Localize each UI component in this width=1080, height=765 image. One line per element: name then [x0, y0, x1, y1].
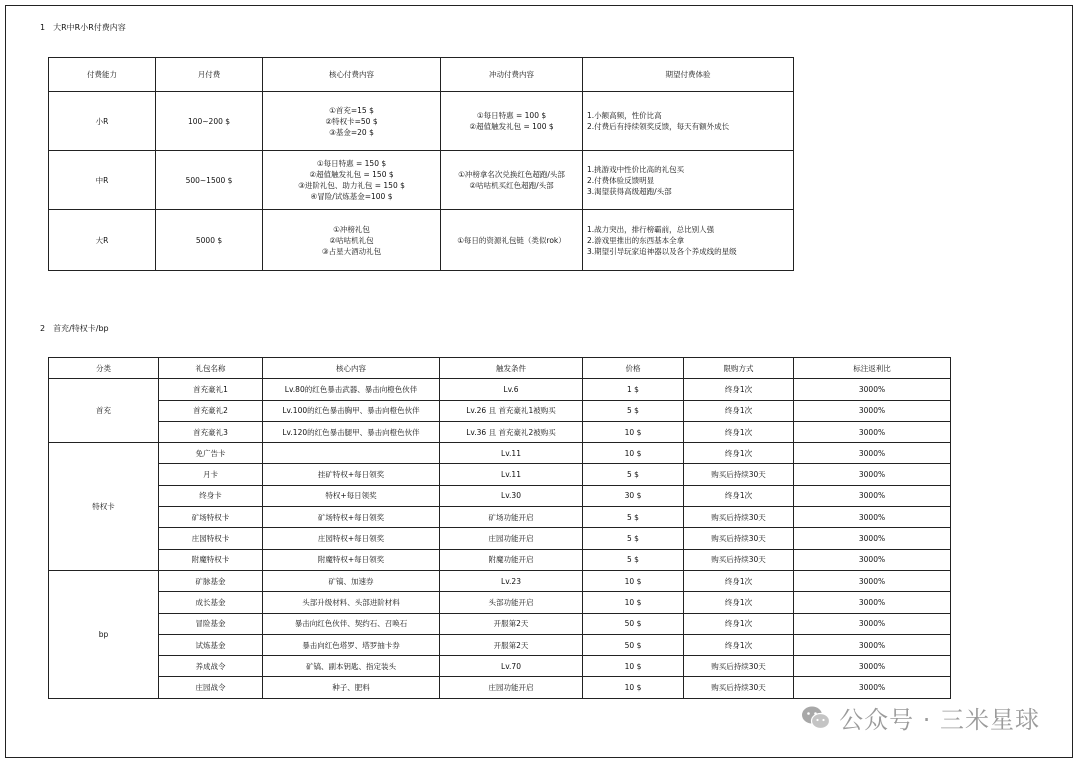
trigger-cell: Lv.70	[440, 656, 583, 677]
section1-title	[40, 22, 126, 33]
package-name-cell: 庄园战令	[159, 677, 263, 698]
core-content-cell: 庄园特权+每日领奖	[263, 528, 440, 549]
table-row	[49, 464, 951, 485]
table-row	[49, 656, 951, 677]
core-line: ①每日特惠 = 150 $	[316, 159, 387, 168]
impulse-line: ①每日特惠 = 100 $	[476, 111, 547, 120]
header-cell: 月付费	[156, 58, 263, 92]
trigger-cell: Lv.6	[440, 379, 583, 400]
header-cell: 付费能力	[49, 58, 156, 92]
core-line: ②特权卡=50 $	[325, 116, 378, 126]
limit-cell: 终身1次	[684, 570, 794, 591]
watermark-logo	[801, 700, 1040, 735]
core-content-cell: 种子、肥料	[263, 677, 440, 698]
limit-cell: 购买后持续30天	[684, 677, 794, 698]
rebate-cell: 3000%	[794, 485, 951, 506]
core-line: ②超值触发礼包 = 150 $	[309, 170, 394, 179]
rebate-cell: 3000%	[794, 656, 951, 677]
expect-cell	[583, 210, 794, 271]
header-cell: 价格	[583, 358, 684, 379]
section2-title	[40, 323, 109, 334]
table-header-row	[49, 358, 951, 379]
trigger-cell: Lv.23	[440, 570, 583, 591]
category-cell: 特权卡	[49, 443, 159, 571]
table-row	[49, 634, 951, 655]
table-row	[49, 485, 951, 506]
limit-cell: 购买后持续30天	[684, 528, 794, 549]
core-content-cell	[263, 151, 441, 210]
trigger-cell: 开服第2天	[440, 613, 583, 634]
table-row	[49, 443, 951, 464]
core-content-cell: 特权+每日领奖	[263, 485, 440, 506]
table-row	[49, 92, 794, 151]
package-name-cell: 终身卡	[159, 485, 263, 506]
core-content-cell	[263, 443, 440, 464]
trigger-cell: 矿场功能开启	[440, 507, 583, 528]
expect-line: 2.游戏里推出的东西基本全拿	[587, 235, 685, 245]
table-row	[49, 400, 951, 421]
expect-line: 3.渴望获得高级超跑/头部	[587, 186, 672, 196]
core-content-cell: 暴击向红色伙伴、契约石、召唤石	[263, 613, 440, 634]
trigger-cell: 庄园功能开启	[440, 528, 583, 549]
package-name-cell: 首充豪礼3	[159, 421, 263, 442]
price-cell: 50 $	[583, 613, 684, 634]
core-content-cell: Lv.120的红色暴击腿甲、暴击向橙色伙伴	[263, 421, 440, 442]
rebate-cell: 3000%	[794, 464, 951, 485]
expect-line: 2.付费后有持续领奖反馈，每天有额外成长	[587, 122, 730, 131]
price-cell: 10 $	[583, 592, 684, 613]
package-name-cell: 首充豪礼1	[159, 379, 263, 400]
core-content-cell: 头部升级材料、头部进阶材料	[263, 592, 440, 613]
monthly-cell: 500~1500 $	[156, 151, 263, 210]
expect-line: 1.战力突出，排行榜霸前，总比别人强	[587, 224, 715, 234]
expect-line: 3.期望引导玩家追神器以及各个养成线的星级	[587, 246, 737, 256]
section1-title-text: 大R中R小R付费内容	[53, 23, 126, 32]
package-table	[48, 357, 951, 699]
rebate-cell: 3000%	[794, 570, 951, 591]
trigger-cell: Lv.11	[440, 443, 583, 464]
trigger-cell: 庄园功能开启	[440, 677, 583, 698]
tier-cell: 中R	[49, 151, 156, 210]
expect-line: 1.小额高频，性价比高	[587, 111, 662, 120]
package-name-cell: 试炼基金	[159, 634, 263, 655]
price-cell: 50 $	[583, 634, 684, 655]
core-content-cell: Lv.100的红色暴击胸甲、暴击向橙色伙伴	[263, 400, 440, 421]
package-name-cell: 矿脉基金	[159, 570, 263, 591]
trigger-cell: Lv.26 且 首充豪礼1被购买	[440, 400, 583, 421]
package-name-cell: 免广告卡	[159, 443, 263, 464]
limit-cell: 终身1次	[684, 592, 794, 613]
header-cell: 核心付费内容	[263, 58, 441, 92]
table-row	[49, 379, 951, 400]
table-row	[49, 507, 951, 528]
price-cell: 5 $	[583, 464, 684, 485]
impulse-content-cell	[441, 92, 583, 151]
core-content-cell	[263, 210, 441, 271]
price-cell: 10 $	[583, 421, 684, 442]
header-cell: 标注返利比	[794, 358, 951, 379]
expect-line: 2.付费体验反馈明显	[587, 175, 655, 185]
header-cell: 礼包名称	[159, 358, 263, 379]
table-row	[49, 613, 951, 634]
package-name-cell: 冒险基金	[159, 613, 263, 634]
core-line: ①冲榜礼包	[333, 224, 370, 234]
watermark-text: 公众号 · 三米星球	[839, 706, 1040, 734]
category-cell: bp	[49, 570, 159, 698]
rebate-cell: 3000%	[794, 549, 951, 570]
core-line: ③基金=20 $	[329, 127, 374, 137]
price-cell: 10 $	[583, 656, 684, 677]
price-cell: 5 $	[583, 549, 684, 570]
core-line: ②咕咕机礼包	[329, 235, 374, 245]
limit-cell: 终身1次	[684, 634, 794, 655]
package-name-cell: 附魔特权卡	[159, 549, 263, 570]
core-line: ③占星大酒动礼包	[321, 246, 382, 256]
limit-cell: 购买后持续30天	[684, 549, 794, 570]
rebate-cell: 3000%	[794, 400, 951, 421]
core-content-cell	[263, 92, 441, 151]
core-content-cell: 暴击向红色塔罗、塔罗抽卡券	[263, 634, 440, 655]
rebate-cell: 3000%	[794, 613, 951, 634]
core-content-cell: 挂矿特权+每日领奖	[263, 464, 440, 485]
tier-cell: 小R	[49, 92, 156, 151]
impulse-content-cell	[441, 210, 583, 271]
trigger-cell: Lv.36 且 首充豪礼2被购买	[440, 421, 583, 442]
table-row	[49, 592, 951, 613]
impulse-content-cell	[441, 151, 583, 210]
rebate-cell: 3000%	[794, 634, 951, 655]
core-line: ④冒险/试炼基金=100 $	[310, 192, 393, 201]
rebate-cell: 3000%	[794, 677, 951, 698]
table-row	[49, 151, 794, 210]
section2-title-text: 首充/特权卡/bp	[53, 324, 109, 333]
core-line: ③进阶礼包、助力礼包 = 150 $	[298, 181, 405, 190]
limit-cell: 购买后持续30天	[684, 656, 794, 677]
price-cell: 5 $	[583, 400, 684, 421]
impulse-line: ②超值触发礼包 = 100 $	[469, 122, 554, 131]
package-name-cell: 庄园特权卡	[159, 528, 263, 549]
limit-cell: 终身1次	[684, 421, 794, 442]
impulse-line: ②咕咕机买红色超跑/头部	[469, 181, 554, 190]
limit-cell: 终身1次	[684, 400, 794, 421]
package-name-cell: 首充豪礼2	[159, 400, 263, 421]
wechat-icon	[801, 705, 831, 731]
header-cell: 分类	[49, 358, 159, 379]
limit-cell: 购买后持续30天	[684, 507, 794, 528]
package-name-cell: 养成战令	[159, 656, 263, 677]
tier-cell: 大R	[49, 210, 156, 271]
impulse-line: ①冲榜拿名次兑换红色超跑/头部	[458, 170, 565, 179]
table-row	[49, 528, 951, 549]
trigger-cell: 开服第2天	[440, 634, 583, 655]
price-cell: 1 $	[583, 379, 684, 400]
package-name-cell: 成长基金	[159, 592, 263, 613]
expect-cell	[583, 151, 794, 210]
expect-cell	[583, 92, 794, 151]
limit-cell: 终身1次	[684, 443, 794, 464]
header-cell: 限购方式	[684, 358, 794, 379]
package-name-cell: 月卡	[159, 464, 263, 485]
trigger-cell: Lv.30	[440, 485, 583, 506]
header-cell: 触发条件	[440, 358, 583, 379]
limit-cell: 终身1次	[684, 379, 794, 400]
table-row	[49, 677, 951, 698]
impulse-line: ①每日的资源礼包链（类似rok）	[457, 235, 566, 245]
rebate-cell: 3000%	[794, 528, 951, 549]
table-row	[49, 421, 951, 442]
core-content-cell: 附魔特权+每日领奖	[263, 549, 440, 570]
payment-tier-table	[48, 57, 794, 271]
price-cell: 5 $	[583, 528, 684, 549]
table-row	[49, 549, 951, 570]
monthly-cell: 100~200 $	[156, 92, 263, 151]
core-content-cell: 矿镐、副本钥匙、指定装头	[263, 656, 440, 677]
table-header-row	[49, 58, 794, 92]
core-content-cell: 矿镐、加速券	[263, 570, 440, 591]
limit-cell: 购买后持续30天	[684, 464, 794, 485]
rebate-cell: 3000%	[794, 592, 951, 613]
rebate-cell: 3000%	[794, 379, 951, 400]
price-cell: 10 $	[583, 443, 684, 464]
monthly-cell: 5000 $	[156, 210, 263, 271]
package-name-cell: 矿场特权卡	[159, 507, 263, 528]
price-cell: 10 $	[583, 570, 684, 591]
price-cell: 30 $	[583, 485, 684, 506]
category-cell: 首充	[49, 379, 159, 443]
limit-cell: 终身1次	[684, 613, 794, 634]
expect-line: 1.挑游戏中性价比高的礼包买	[587, 164, 685, 174]
core-line: ①首充=15 $	[329, 105, 374, 115]
package-table-body	[49, 358, 951, 699]
trigger-cell: 附魔功能开启	[440, 549, 583, 570]
section2-number: 2	[40, 324, 46, 333]
table-row	[49, 570, 951, 591]
price-cell: 10 $	[583, 677, 684, 698]
core-content-cell: Lv.80的红色暴击武器、暴击向橙色伙伴	[263, 379, 440, 400]
core-content-cell: 矿场特权+每日领奖	[263, 507, 440, 528]
rebate-cell: 3000%	[794, 421, 951, 442]
trigger-cell: Lv.11	[440, 464, 583, 485]
header-cell: 期望付费体验	[583, 58, 794, 92]
limit-cell: 终身1次	[684, 485, 794, 506]
rebate-cell: 3000%	[794, 443, 951, 464]
trigger-cell: 头部功能开启	[440, 592, 583, 613]
header-cell: 核心内容	[263, 358, 440, 379]
table-row	[49, 210, 794, 271]
rebate-cell: 3000%	[794, 507, 951, 528]
header-cell: 冲动付费内容	[441, 58, 583, 92]
section1-number: 1	[40, 23, 46, 32]
price-cell: 5 $	[583, 507, 684, 528]
